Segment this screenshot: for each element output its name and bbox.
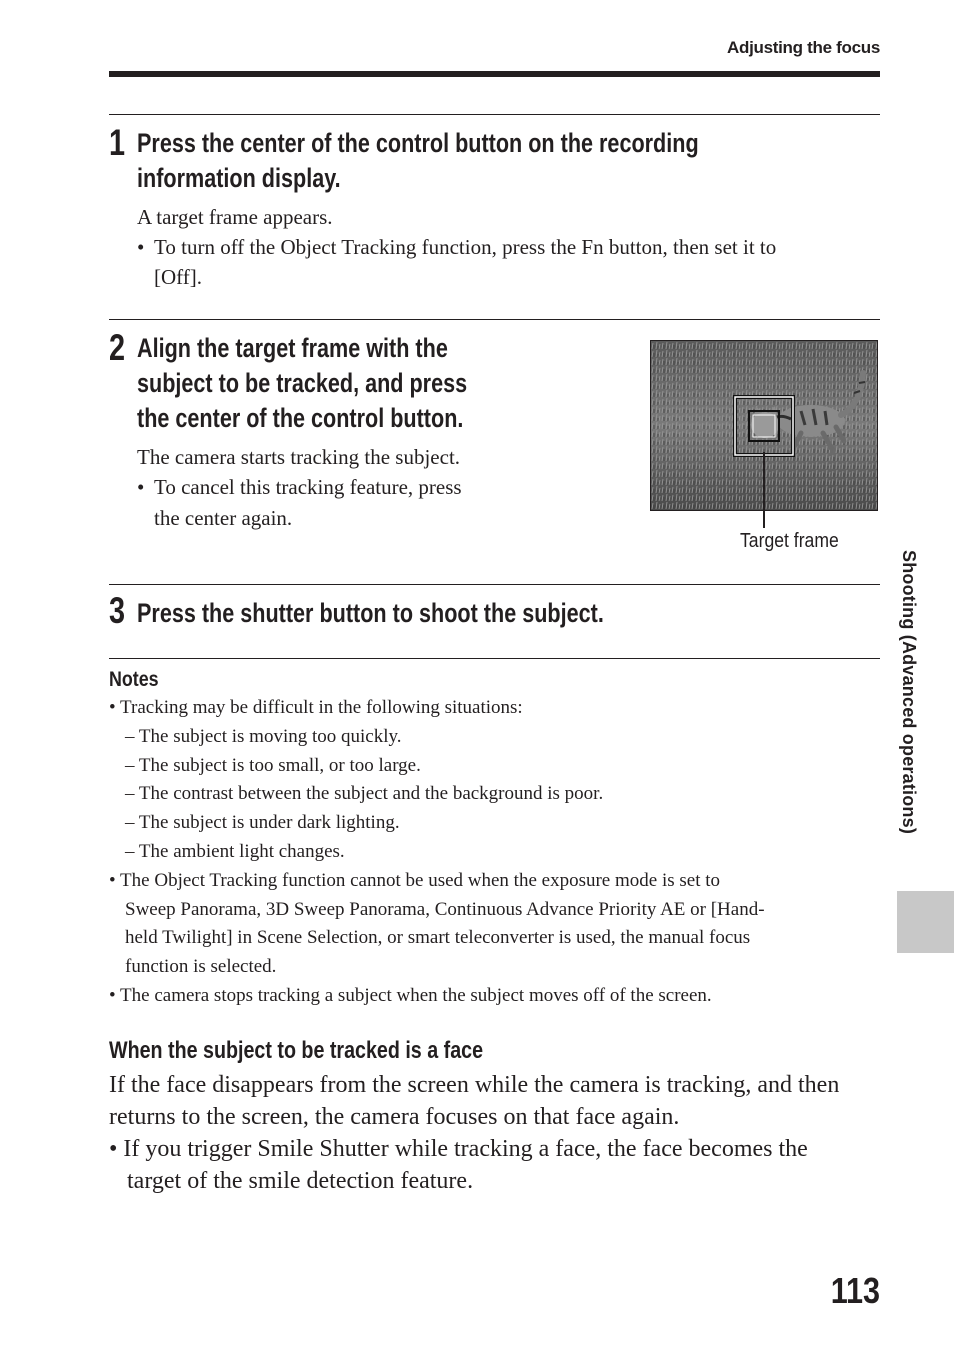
section-divider xyxy=(109,114,880,115)
section-divider xyxy=(109,319,880,320)
note-line: – The contrast between the subject and the background is poor. xyxy=(125,783,604,804)
step-1-title-line-2: information display. xyxy=(137,163,341,193)
bullet-dot: • xyxy=(137,235,145,259)
step-2-text: The camera starts tracking the subject. xyxy=(137,445,461,469)
note-line: – The ambient light changes. xyxy=(125,841,345,862)
section-divider xyxy=(109,584,880,585)
step-1-bullet-line-2: [Off]. xyxy=(154,265,203,289)
step-2-bullet-line-2: the center again. xyxy=(154,506,293,530)
step-1-text: A target frame appears. xyxy=(137,205,333,229)
step-3-title-line-1: Press the shutter button to shoot the subject. xyxy=(137,598,604,628)
section-divider xyxy=(109,658,880,659)
chapter-side-label: Shooting (Advanced operations) xyxy=(899,550,919,835)
bullet-dot: • xyxy=(137,475,145,499)
chapter-tab-marker xyxy=(897,891,954,953)
step-2-title-line-3: the center of the control button. xyxy=(137,403,464,433)
notes-heading: Notes xyxy=(109,668,159,691)
step-2-number: 2 xyxy=(109,327,126,368)
note-line: – The subject is under dark lighting. xyxy=(125,812,400,833)
face-section-heading: When the subject to be tracked is a face xyxy=(109,1037,484,1064)
note-line: held Twilight] in Scene Selection, or smart teleconverter is used, the manual focus xyxy=(125,927,751,948)
note-line: – The subject is moving too quickly. xyxy=(125,726,402,747)
header-rule xyxy=(109,71,880,77)
note-line: • The Object Tracking function cannot be used when the exposure mode is set to xyxy=(109,870,721,891)
note-line: Sweep Panorama, 3D Sweep Panorama, Continuous Advance Priority AE or [Hand- xyxy=(125,899,765,920)
note-line: • The camera stops tracking a subject when the subject moves off of the screen. xyxy=(109,985,712,1006)
page-number: 113 xyxy=(830,1270,880,1311)
note-line: • Tracking may be difficult in the following situations: xyxy=(109,697,523,718)
step-3-number: 3 xyxy=(109,590,126,631)
note-line: function is selected. xyxy=(125,956,277,977)
step-1-bullet-line-1: To turn off the Object Tracking function, press the Fn button, then set it to xyxy=(154,235,777,259)
step-1-title-line-1: Press the center of the control button on the recording xyxy=(137,128,699,158)
step-1-number: 1 xyxy=(109,122,126,163)
note-line: – The subject is too small, or too large. xyxy=(125,755,421,776)
caption-leader-line xyxy=(763,452,765,528)
step-2-bullet-line-1: To cancel this tracking feature, press xyxy=(154,475,462,499)
face-section-line: returns to the screen, the camera focuses on that face again. xyxy=(109,1104,680,1130)
step-2-title-line-2: subject to be tracked, and press xyxy=(137,368,468,398)
running-header: Adjusting the focus xyxy=(727,38,880,57)
face-section-line: If the face disappears from the screen while the camera is tracking, and then xyxy=(109,1072,840,1098)
step-2-title-line-1: Align the target frame with the xyxy=(137,333,448,363)
figure-caption: Target frame xyxy=(740,530,839,552)
face-section-line: • If you trigger Smile Shutter while tracking a face, the face becomes the xyxy=(109,1136,808,1162)
face-section-line: target of the smile detection feature. xyxy=(127,1168,474,1194)
